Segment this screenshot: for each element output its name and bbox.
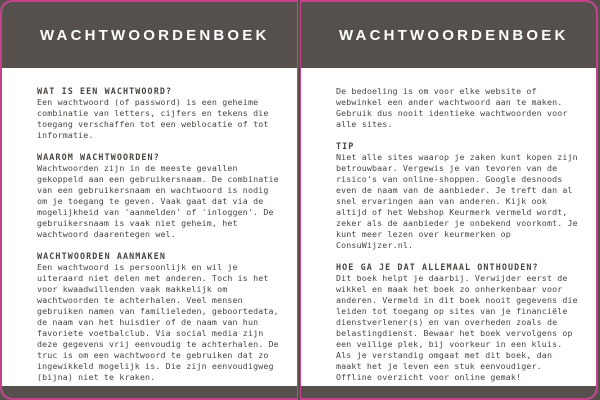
left-page-footer	[2, 386, 297, 398]
body-waarom-wachtwoorden: Wachtwoorden zijn in de meeste gevallen gekoppeld aan een gebruikersnaam. De combinatie van een gebruikersnaam en wachtwoord is nodig om je toegang te geven. Vaak gaat dat via de mogelijkheid van 'aanmelden' of 'inloggen'. De gebruikersnaam is vaak niet geheim, het wachtwoord daarentegen wel.	[37, 163, 279, 239]
right-page-title: WACHTWOORDENBOEK	[339, 26, 569, 44]
heading-onthouden: HOE GA JE DAT ALLEMAAL ONTHOUDEN?	[336, 262, 539, 272]
body-tip: Niet alle sites waarop je zaken kunt kopen zijn betrouwbaar. Vergewis je van tevoren van de risico's van online-shoppen. Google desnoods even de naam van de aanbieder. Je treft dan al snel ervaringen aan van anderen. Kijk ook altijd of het Webshop Keurmerk vermeld wordt, zeker als de aanbieder je onbekend voorkomt. Je kunt meer lezen over keurmerken op ConsuWijzer.nl.	[336, 152, 578, 250]
intro-text: De bedoeling is om voor elke website of webwinkel een ander wachtwoord aan te maken. Gebruik dus nooit identieke wachtwoorden voor alle sites.	[336, 86, 568, 129]
right-page-content	[336, 86, 580, 383]
body-onthouden: Dit boek helpt je daarbij. Verwijder eerst de wikkel en maak het boek zo onherkenbaar voor anderen. Vermeld in dit boek nooit gegevens die leiden tot toegang op sites van je financiële dienstverlener(s) en van overheden zoals de belastingdienst. Bewaar het boek vervolgens op een veilige plek, bij voorkeur in een kluis. Als je verstandig omgaat met dit boek, dan maakt het je leven een stuk eenvoudiger. Offline overzicht voor online gemak!	[336, 273, 578, 382]
right-page	[300, 0, 598, 400]
heading-wat-is-wachtwoord: WAT IS EEN WACHTWOORD?	[37, 86, 173, 96]
right-page-footer	[301, 386, 596, 398]
left-page-content	[37, 86, 281, 383]
left-page-header	[2, 2, 297, 68]
left-page-title: WACHTWOORDENBOEK	[40, 26, 270, 44]
body-wachtwoorden-aanmaken: Een wachtwoord is persoonlijk en wil je uiteraard niet delen met anderen. Toch is het voor kwaadwillenden vaak makkelijk om wachtwoorden te achterhalen. Veel mensen gebruiken namen van familieleden, geboortedata, de naam van het huisdier of de naam van hun favoriete voetbalclub. Via social media zijn deze gegevens vrij eenvoudig te achterhalen. De truc is om een wachtwoord te gebruiken dat zo ingewikkeld mogelijk is. Die zijn eenvoudigweg (bijna) niet te kraken.	[37, 262, 279, 382]
right-page-header	[301, 2, 596, 68]
body-wat-is-wachtwoord: Een wachtwoord (of password) is een geheime combinatie van letters, cijfers en tekens die toegang verschaffen tot een weblocatie of tot informatie.	[37, 97, 269, 140]
heading-wachtwoorden-aanmaken: WACHTWOORDEN AANMAKEN	[37, 251, 166, 261]
heading-waarom-wachtwoorden: WAAROM WACHTWOORDEN?	[37, 152, 160, 162]
left-page	[0, 0, 298, 400]
heading-tip: TIP	[336, 141, 355, 151]
